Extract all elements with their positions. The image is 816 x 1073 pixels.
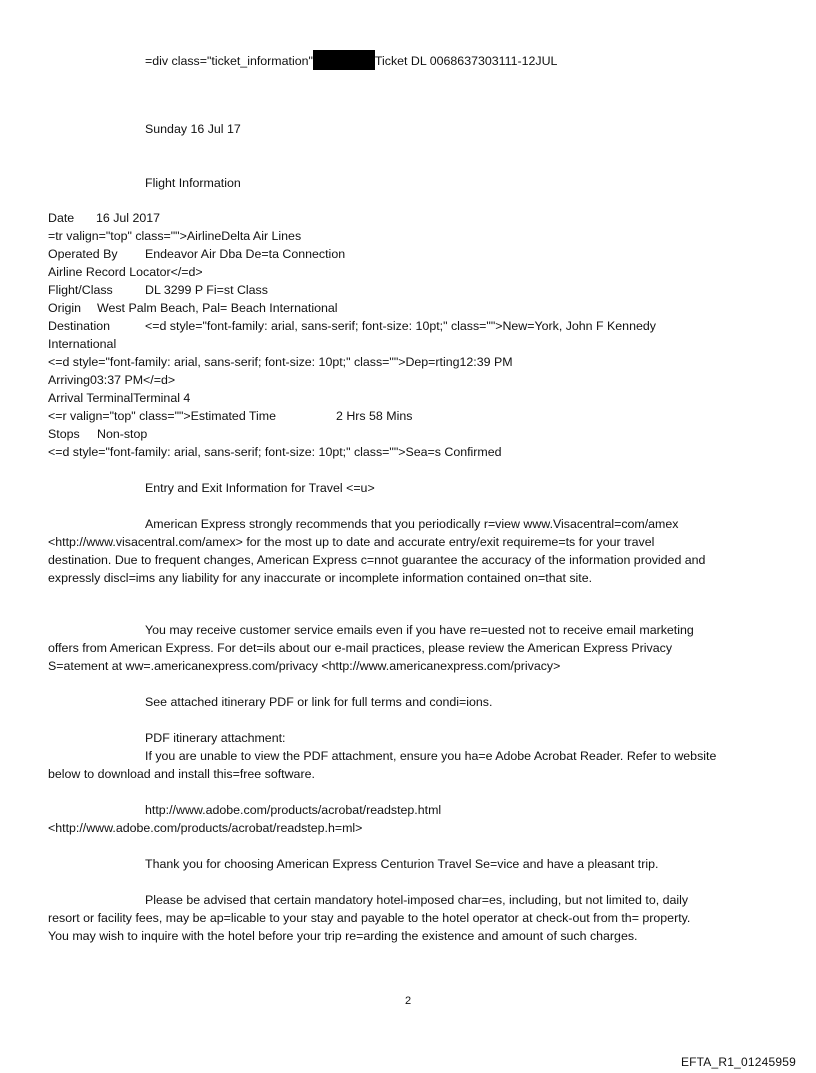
flightclass-label: Flight/Class [48,283,113,297]
adobe-link: http://www.adobe.com/products/acrobat/readstep.html [145,803,442,817]
destination-value: <=d style="font-family: arial, sans-serif; font-size: 10pt;" class="">New=York, John F Kennedy [145,319,656,333]
origin-value: West Palm Beach, Pal= Beach International [97,301,338,315]
date-heading: Sunday 16 Jul 17 [145,122,241,136]
see-attached-line: See attached itinerary PDF or link for full terms and condi=ions. [145,695,493,709]
ticket-header [145,50,557,70]
operated-value: Endeavor Air Dba De=ta Connection [145,247,346,261]
origin-row [48,301,338,316]
stops-row [48,427,147,442]
email-paragraph-line: You may receive customer service emails even if you have re=uested not to receive email marketing [145,623,694,637]
destination-row [48,319,656,334]
ticket-number: Ticket DL 0068637303111-12JUL [374,54,558,68]
arriving-row: Arriving03:37 PM</=d> [48,373,176,387]
destination-continued: International [48,337,117,351]
thanks-line: Thank you for choosing American Express Centurion Travel Se=vice and have a pleasant trip. [145,857,659,871]
document-id: EFTA_R1_01245959 [680,1055,796,1069]
page-number: 2 [404,995,412,1007]
stops-value: Non-stop [97,427,148,441]
hotel-paragraph-line: resort or facility fees, may be ap=licable to your stay and payable to the hotel operator at check-out from th= property. [48,911,691,925]
destination-label: Destination [48,319,110,333]
amex-paragraph-line: expressly discl=ims any liability for any inaccurate or incomplete information contained on=that site. [48,571,593,585]
entry-exit-heading: Entry and Exit Information for Travel <=u> [145,481,375,495]
record-locator-row: Airline Record Locator</=d> [48,265,203,279]
pdf-heading: PDF itinerary attachment: [145,731,286,745]
arrival-terminal-row: Arrival TerminalTerminal 4 [48,391,191,405]
email-paragraph-line: S=atement at ww=.americanexpress.com/privacy <http://www.americanexpress.com/privacy> [48,659,561,673]
seats-row: <=d style="font-family: arial, sans-serif; font-size: 10pt;" class="">Sea=s Confirmed [48,445,502,459]
amex-paragraph-line: American Express strongly recommends that you periodically r=view www.Visacentral=com/amex [145,517,679,531]
amex-paragraph-line: destination. Due to frequent changes, American Express c=nnot guarantee the accuracy of the information provided and [48,553,706,567]
flightclass-row [48,283,268,298]
flight-info-heading: Flight Information [145,176,241,190]
departing-row: <=d style="font-family: arial, sans-serif; font-size: 10pt;" class="">Dep=rting12:39 PM [48,355,513,369]
hotel-paragraph-line: You may wish to inquire with the hotel before your trip re=arding the existence and amount of such charges. [48,929,638,943]
estimated-label: <=r valign="top" class="">Estimated Time [48,409,276,423]
hotel-paragraph-line: Please be advised that certain mandatory hotel-imposed char=es, including, but not limited to, daily [145,893,689,907]
pdf-paragraph-line: If you are unable to view the PDF attachment, ensure you ha=e Adobe Acrobat Reader. Refer to website [145,749,717,763]
date-row [48,211,160,226]
origin-label: Origin [48,301,82,315]
pdf-paragraph-line: below to download and install this=free software. [48,767,315,781]
airline-row: =tr valign="top" class="">AirlineDelta Air Lines [48,229,302,243]
redaction-block [313,50,375,70]
email-paragraph-line: offers from American Express. For det=ils about our e-mail practices, please review the American Express Privacy [48,641,673,655]
estimated-value: 2 Hrs 58 Mins [336,409,413,423]
date-label: Date [48,211,75,225]
stops-label: Stops [48,427,80,441]
operated-label: Operated By [48,247,118,261]
date-value: 16 Jul 2017 [96,211,161,225]
estimated-time-row [48,409,412,424]
operated-row [48,247,345,262]
amex-paragraph-line: <http://www.visacentral.com/amex> for the most up to date and accurate entry/exit requireme=ts for your travel [48,535,655,549]
ticket-div-prefix: =div class="ticket_information" [145,54,313,68]
adobe-link-bracketed: <http://www.adobe.com/products/acrobat/readstep.h=ml> [48,821,363,835]
flightclass-value: DL 3299 P Fi=st Class [145,283,268,297]
